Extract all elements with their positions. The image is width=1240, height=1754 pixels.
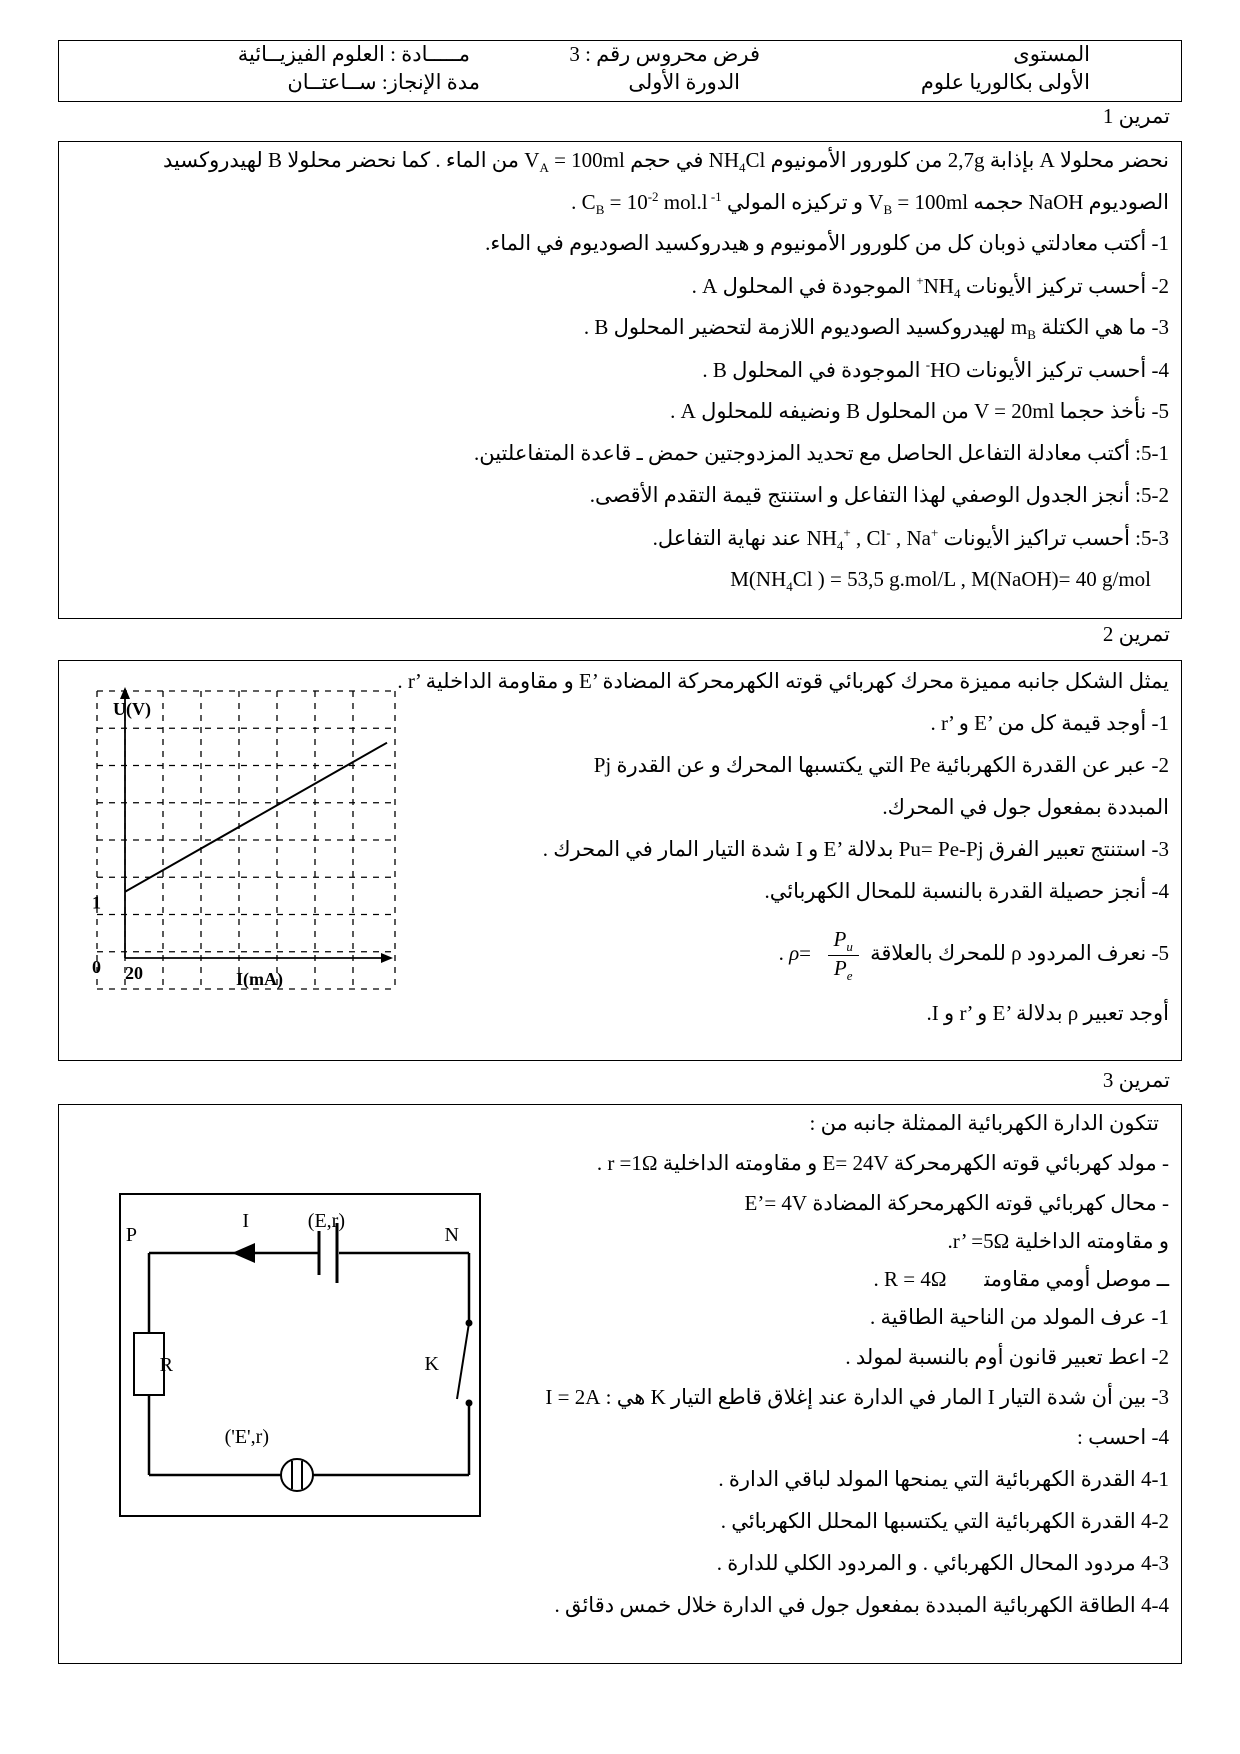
ex3-generator: - مولد كهربائي قوته الكهرمحركة E= 24V و مقاومته الداخلية r =1Ω . <box>596 1151 1169 1175</box>
ex2-q5: 5- نعرف المردود ρ للمحرك بالعلاقة $\frac{P_u}{P_e}$ = ρ . <box>778 927 1169 983</box>
ex2-box <box>58 660 1182 1061</box>
ex2-title: تمرين 2 <box>1102 622 1170 646</box>
ex2-q4: 4- أنجز حصيلة القدرة بالنسبة للمحال الكهربائي. <box>764 879 1169 903</box>
exam-title: فرض محروس رقم : 3 <box>569 42 760 66</box>
ex1-q1: 1- أكتب معادلتي ذوبان كل من كلورور الأمونيوم و هيدروكسيد الصوديوم في الماء. <box>485 231 1169 255</box>
ex1-q53: 5-3: أحسب تراكيز الأيونات $NH_4^+$ , Cl- , Na+ عند نهاية التفاعل. <box>652 525 1169 554</box>
chart-grid <box>97 691 395 989</box>
y-tick-label: 1 <box>92 892 101 913</box>
switch-blade <box>457 1323 469 1399</box>
ex3-q41: 4-1 القدرة الكهربائية التي يمنحها المولد لباقي الدارة . <box>718 1467 1169 1491</box>
label-K: K <box>424 1353 439 1375</box>
ex3-title: تمرين 3 <box>1102 1068 1170 1092</box>
ex3-motor2: و مقاومته الداخلية r’ =5Ω. <box>947 1229 1169 1253</box>
level-value: الأولى بكالوريا علوم <box>920 70 1090 94</box>
ex1-q51: 5-1: أكتب معادلة التفاعل الحاصل مع تحديد المزدوجتين حمض ـ قاعدة المتفاعلتين. <box>473 441 1169 465</box>
motor-symbol <box>281 1459 313 1491</box>
ex3-q43: 4-3 مردود المحال الكهربائي . و المردود الكلي للدارة . <box>716 1551 1169 1575</box>
ex2-q5b: أوجد تعبير ρ بدلالة ’E و ’r و I. <box>926 1001 1169 1025</box>
duration: مدة الإنجاز: ســاعتــان <box>287 70 480 94</box>
label-P: P <box>125 1224 137 1246</box>
ex1-box <box>58 141 1182 619</box>
label-motor: (E',r') <box>224 1426 269 1448</box>
generator-symbol <box>319 1223 337 1283</box>
label-I: I <box>242 1210 249 1232</box>
x-tick-label: 20 <box>125 963 143 983</box>
ex3-intro: تتكون الدارة الكهربائية الممثلة جانبه من : <box>809 1111 1159 1135</box>
ex3-q1: 1- عرف المولد من الناحية الطاقية . <box>869 1305 1169 1329</box>
origin-label: 0 <box>92 957 101 977</box>
label-R: R <box>159 1354 173 1376</box>
ex3-q3: 3- بين أن شدة التيار I المار في الدارة عند إغلاق قاطع التيار K هي : I = 2A <box>545 1385 1169 1409</box>
session: الدورة الأولى <box>628 70 740 94</box>
ex2-q2b: المبددة بمفعول جول في المحرك. <box>882 795 1169 819</box>
ex3-q2: 2- اعط تعبير قانون أوم بالنسبة لمولد . <box>845 1345 1169 1369</box>
ex1-line1: نحضر محلولا A بإذابة 2,7g من كلورور الأمونيوم $NH_4Cl$ في حجم $V_A = 100ml$ من الماء . كما نحضر محلولا B لهيدروكسيد <box>162 148 1169 176</box>
subject: مـــــادة : العلوم الفيزيــائية <box>237 42 470 66</box>
ex1-q3: 3- ما هي الكتلة $m_B$ لهيدروكسيد الصوديوم اللازمة لتحضير المحلول B . <box>583 315 1169 343</box>
level-label: المستوى <box>1013 42 1090 66</box>
ex1-q4: 4- أحسب تركيز الأيونات HO- الموجودة في المحلول B . <box>702 357 1169 382</box>
label-N: N <box>444 1224 459 1246</box>
x-axis-arrow-icon <box>381 953 393 963</box>
ex3-q42: 4-2 القدرة الكهربائية التي يكتسبها المحلل الكهربائي . <box>720 1509 1169 1533</box>
current-arrow-icon <box>232 1243 255 1263</box>
y-axis-arrow-icon <box>120 687 130 699</box>
x-axis-label: I(mA) <box>236 969 283 989</box>
ex3-motor1: - محال كهربائي قوته الكهرمحركة المضادة E’= 4V <box>744 1191 1169 1215</box>
ex1-q52: 5-2: أنجز الجدول الوصفي لهذا التفاعل و استنتج قيمة التقدم الأقصى. <box>589 483 1169 507</box>
ex3-box <box>58 1104 1182 1664</box>
ex1-q5: 5- نأخذ حجما V = 20ml من المحلول B ونضيفه للمحلول A . <box>670 399 1169 423</box>
efficiency-fraction: $\frac{P_u}{P_e}$ <box>828 927 859 984</box>
ex3-resistor: ــ موصل أومي مقاومته٘ R = 4Ω . <box>873 1267 1169 1291</box>
ex1-title: تمرين 1 <box>1102 104 1170 128</box>
ex2-intro: يمثل الشكل جانبه مميزة محرك كهربائي قوته الكهرمحركة المضادة ’E و مقاومة الداخلية ’r . <box>397 669 1169 693</box>
ex3-q4: 4- احسب : <box>1077 1425 1169 1449</box>
ex3-q44: 4-4 الطاقة الكهربائية المبددة بمفعول جول في الدارة خلال خمس دقائق . <box>554 1593 1169 1617</box>
ex1-masses: $M(NH_4Cl$ ) = 53,5 g.mol/L , M(NaOH)= 40 g/mol <box>730 567 1151 595</box>
ex1-q2: 2- أحسب تركيز الأيونات $NH_4^+$ الموجودة في المحلول A . <box>691 273 1169 302</box>
ex2-q2a: 2- عبر عن القدرة الكهربائية Pe التي يكتسبها المحرك و عن القدرة Pj <box>593 753 1169 777</box>
y-axis-label: U(V) <box>113 699 151 719</box>
label-generator: (E,r) <box>307 1210 345 1232</box>
motor-characteristic-chart <box>77 673 407 1003</box>
circuit-diagram <box>119 1193 481 1517</box>
ex1-line2: الصوديوم NaOH حجمه $V_B = 100ml$ و تركيزه المولي $C_B = 10^{-2}$ mol.l $^{-1}$ . <box>571 189 1169 218</box>
ex2-q3: 3- استنتج تعبير الفرق Pu= Pe-Pj بدلالة ’E و I شدة التيار المار في المحرك . <box>542 837 1169 861</box>
ex2-q1: 1- أوجد قيمة كل من ’E و ’r . <box>930 711 1169 735</box>
